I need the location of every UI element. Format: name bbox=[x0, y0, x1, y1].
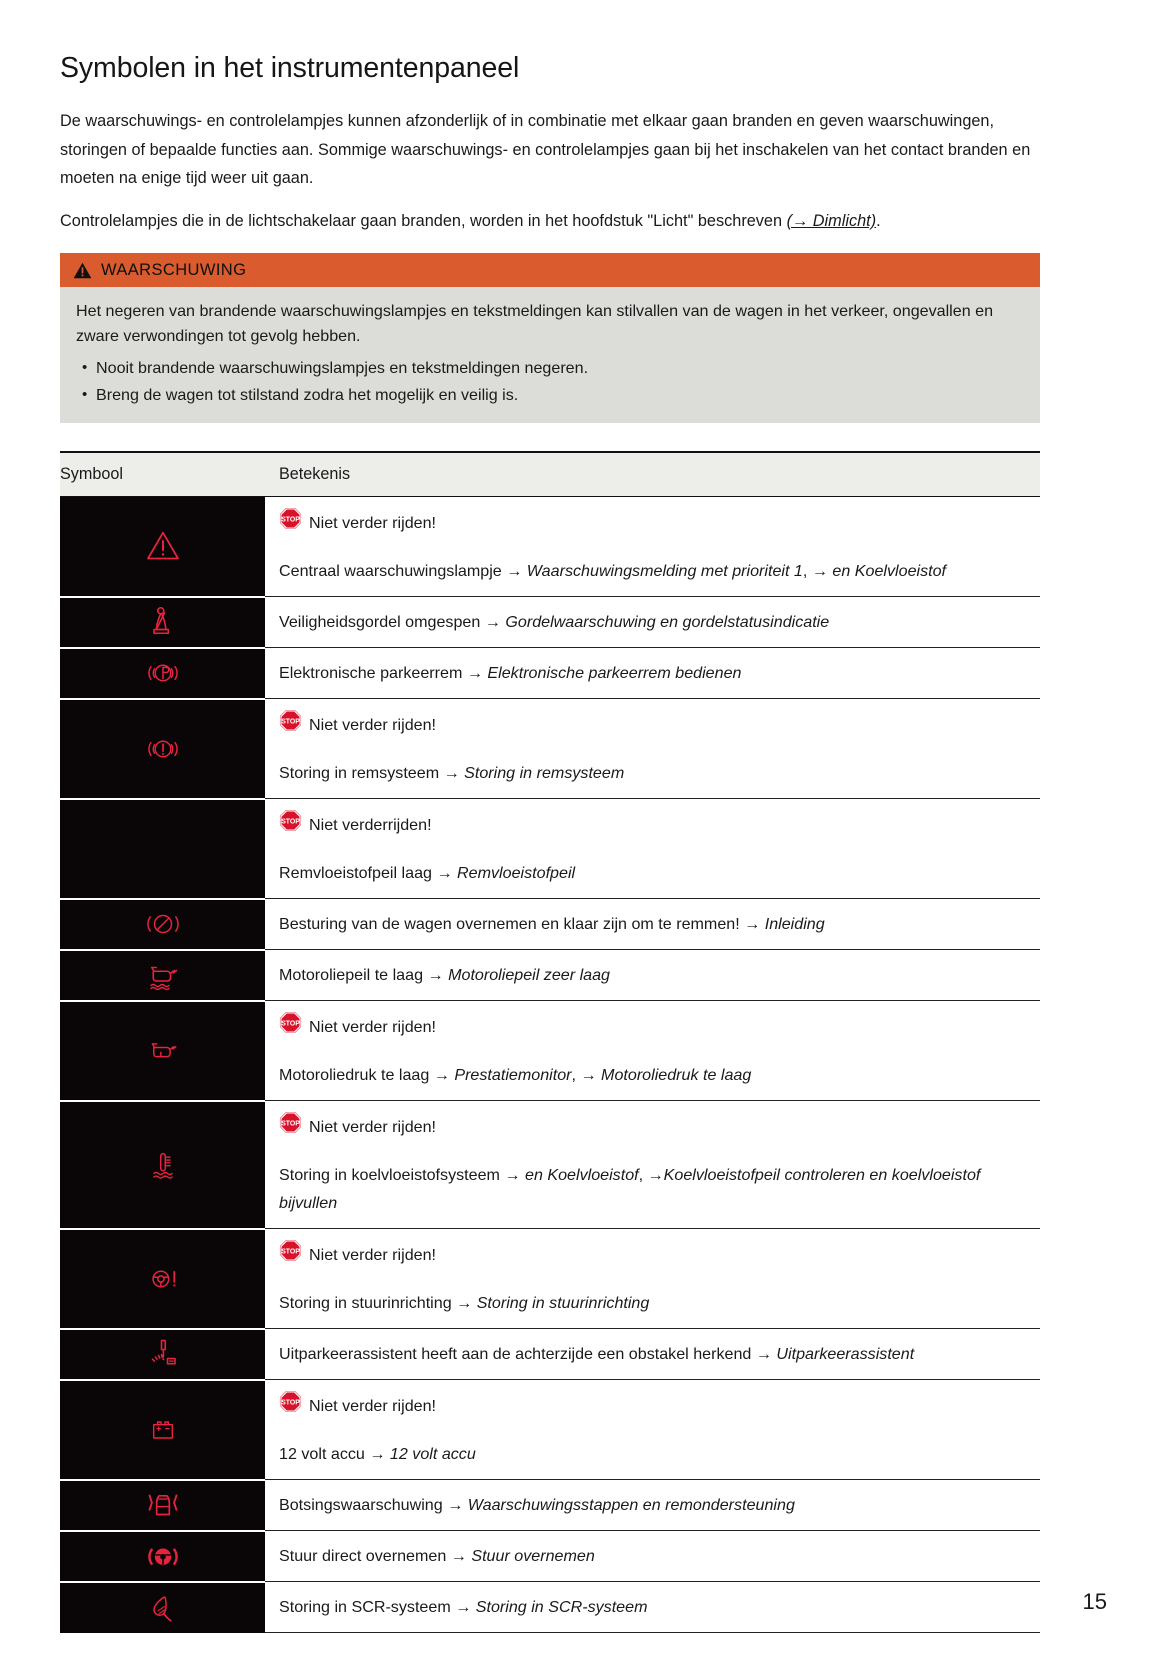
meaning-reference: en Koelvloeistof bbox=[520, 1166, 639, 1184]
cross-reference-dimlicht[interactable]: (→ Dimlicht) bbox=[786, 211, 877, 230]
arrow-glyph: → bbox=[455, 1598, 472, 1616]
meaning-plain: Uitparkeerassistent heeft aan de achterzijde een obstakel herkend bbox=[279, 1345, 756, 1363]
table-row bbox=[60, 699, 1040, 799]
table-row bbox=[60, 597, 1040, 648]
meaning-text bbox=[279, 859, 1034, 887]
symbol-cell bbox=[60, 648, 265, 699]
meaning-plain: Storing in SCR-systeem bbox=[279, 1598, 456, 1616]
symbol-cell bbox=[60, 899, 265, 950]
meaning-cell bbox=[265, 1380, 1040, 1480]
symbol-cell bbox=[60, 799, 265, 899]
meaning-reference: Waarschuwingsmelding met prioriteit 1 bbox=[522, 562, 803, 580]
stop-badge-icon bbox=[279, 1390, 302, 1422]
meaning-text bbox=[279, 1289, 1034, 1317]
meaning-reference: Uitparkeerassistent bbox=[771, 1345, 915, 1363]
meaning-separator: , bbox=[571, 1066, 581, 1084]
meaning-reference: Prestatiemonitor bbox=[449, 1066, 572, 1084]
symbols-table bbox=[60, 451, 1040, 1633]
warning-bullet-list bbox=[76, 355, 1024, 409]
warning-label: WAARSCHUWING bbox=[101, 260, 247, 279]
engine-oil-level-icon bbox=[60, 957, 265, 993]
meaning-text bbox=[279, 909, 1034, 938]
stop-badge-icon bbox=[279, 1239, 302, 1271]
page-number: 15 bbox=[1082, 1589, 1107, 1614]
stop-notice-text: Niet verder rijden! bbox=[309, 1246, 437, 1264]
svg-text:STOP: STOP bbox=[281, 718, 300, 726]
meaning-reference: Motoroliepeil zeer laag bbox=[443, 966, 611, 984]
meaning-cell bbox=[265, 1001, 1040, 1101]
meaning-plain: Storing in koelvloeistofsysteem bbox=[279, 1166, 505, 1184]
stop-notice bbox=[279, 1239, 1034, 1271]
meaning-text bbox=[279, 759, 1034, 787]
arrow-glyph: → bbox=[744, 915, 761, 933]
meaning-reference: en Koelvloeistof bbox=[827, 562, 947, 580]
arrow-glyph: → bbox=[369, 1445, 386, 1463]
arrow-glyph: → bbox=[436, 864, 453, 882]
symbol-cell bbox=[60, 1480, 265, 1531]
symbol-cell bbox=[60, 1380, 265, 1480]
meaning-plain: Remvloeistofpeil laag bbox=[279, 864, 437, 882]
symbol-cell bbox=[60, 699, 265, 799]
meaning-text bbox=[279, 1161, 1034, 1217]
meaning-cell bbox=[265, 1229, 1040, 1329]
meaning-plain: Veiligheidsgordel omgespen bbox=[279, 613, 485, 631]
meaning-separator: , bbox=[802, 562, 812, 580]
table-row bbox=[60, 497, 1040, 597]
table-row bbox=[60, 1380, 1040, 1480]
table-row bbox=[60, 1480, 1040, 1531]
meaning-plain: Motoroliedruk te laag bbox=[279, 1066, 434, 1084]
meaning-cell bbox=[265, 1480, 1040, 1531]
meaning-separator: , bbox=[638, 1166, 648, 1184]
collision-warning-icon bbox=[60, 1486, 265, 1524]
meaning-reference: Koelvloeistofpeil controleren en koelvloeistof bijvullen bbox=[279, 1166, 981, 1212]
warning-bullet-item: • Nooit brandende waarschuwingslampjes en tekstmeldingen negeren. bbox=[76, 355, 1024, 382]
svg-text:STOP: STOP bbox=[281, 516, 300, 524]
electronic-parking-brake-icon bbox=[60, 656, 265, 690]
svg-text:STOP: STOP bbox=[281, 1120, 300, 1128]
stop-notice bbox=[279, 1111, 1034, 1143]
stop-notice-text: Niet verder rijden! bbox=[309, 1118, 437, 1136]
arrow-glyph: → bbox=[456, 1294, 473, 1312]
symbol-cell bbox=[60, 1101, 265, 1229]
table-row bbox=[60, 950, 1040, 1001]
symbol-cell bbox=[60, 1329, 265, 1380]
meaning-cell bbox=[265, 899, 1040, 950]
column-header-meaning: Betekenis bbox=[265, 452, 1040, 497]
meaning-cell bbox=[265, 597, 1040, 648]
take-over-control-icon bbox=[60, 907, 265, 941]
meaning-reference: Waarschuwingsstappen en remondersteuning bbox=[463, 1496, 795, 1514]
arrow-glyph: → bbox=[580, 1066, 597, 1084]
intro-paragraph-2-period: . bbox=[876, 211, 881, 230]
warning-bullet-item: • Breng de wagen tot stilstand zodra het mogelijk en veilig is. bbox=[76, 382, 1024, 409]
stop-notice-text: Niet verder rijden! bbox=[309, 1397, 437, 1415]
meaning-reference: Elektronische parkeerrem bedienen bbox=[482, 664, 742, 682]
stop-notice bbox=[279, 709, 1034, 741]
arrow-glyph: → bbox=[427, 966, 444, 984]
arrow-glyph: → bbox=[811, 562, 828, 580]
meaning-reference: Gordelwaarschuwing en gordelstatusindicatie bbox=[500, 613, 830, 631]
meaning-cell bbox=[265, 699, 1040, 799]
meaning-text bbox=[279, 1061, 1034, 1089]
engine-oil-pressure-icon bbox=[60, 1034, 265, 1068]
table-header-row bbox=[60, 452, 1040, 497]
svg-text:STOP: STOP bbox=[281, 818, 300, 826]
symbol-cell bbox=[60, 1531, 265, 1582]
arrow-glyph: → bbox=[433, 1066, 450, 1084]
table-row bbox=[60, 899, 1040, 950]
meaning-reference: Storing in SCR-systeem bbox=[471, 1598, 648, 1616]
meaning-reference: Stuur overnemen bbox=[466, 1547, 595, 1565]
page-title: Symbolen in het instrumentenpaneel bbox=[60, 52, 520, 84]
arrow-glyph: → bbox=[647, 1166, 664, 1184]
meaning-reference: Remvloeistofpeil bbox=[452, 864, 576, 882]
table-row bbox=[60, 1329, 1040, 1380]
meaning-text bbox=[279, 607, 1034, 636]
meaning-text bbox=[279, 1490, 1034, 1519]
stop-notice-text: Niet verder rijden! bbox=[309, 514, 437, 532]
meaning-cell bbox=[265, 497, 1040, 597]
meaning-text bbox=[279, 658, 1034, 687]
take-over-steering-icon bbox=[60, 1539, 265, 1573]
table-row bbox=[60, 1582, 1040, 1633]
meaning-plain: Besturing van de wagen overnemen en klaar zijn om te remmen! bbox=[279, 915, 745, 933]
seatbelt-icon bbox=[60, 602, 265, 642]
arrow-glyph: → bbox=[506, 562, 523, 580]
svg-text:STOP: STOP bbox=[281, 1020, 300, 1028]
symbol-cell bbox=[60, 597, 265, 648]
warning-box-body bbox=[60, 287, 1040, 423]
meaning-plain: Centraal waarschuwingslampje bbox=[279, 562, 507, 580]
arrow-glyph: → bbox=[443, 764, 460, 782]
table-row bbox=[60, 1531, 1040, 1582]
arrow-glyph: → bbox=[504, 1166, 521, 1184]
symbol-cell bbox=[60, 950, 265, 1001]
meaning-cell bbox=[265, 1531, 1040, 1582]
table-row bbox=[60, 799, 1040, 899]
meaning-cell bbox=[265, 950, 1040, 1001]
coolant-temperature-icon bbox=[60, 1145, 265, 1185]
meaning-text bbox=[279, 1440, 1034, 1468]
warning-triangle-icon bbox=[73, 262, 92, 279]
table-row bbox=[60, 1229, 1040, 1329]
stop-badge-icon bbox=[279, 709, 302, 741]
arrow-glyph: → bbox=[484, 613, 501, 631]
stop-notice-text: Niet verder rijden! bbox=[309, 1018, 437, 1036]
stop-notice-text: Niet verderrijden! bbox=[309, 816, 432, 834]
meaning-reference: 12 volt accu bbox=[385, 1445, 476, 1463]
intro-paragraph-1: De waarschuwings- en controlelampjes kunnen afzonderlijk of in combinatie met elkaar gaan branden en geven waarschuwingen, storingen of bepaalde functies aan. Sommige waarschuwings- en controlelampjes gaan bij het inschakelen van het contact branden en moeten na enige tijd weer uit gaan. bbox=[60, 112, 1031, 187]
arrow-glyph: → bbox=[755, 1345, 772, 1363]
meaning-plain: Stuur direct overnemen bbox=[279, 1547, 451, 1565]
meaning-plain: Storing in stuurinrichting bbox=[279, 1294, 457, 1312]
brake-system-icon bbox=[60, 732, 265, 766]
stop-notice bbox=[279, 1011, 1034, 1043]
meaning-text bbox=[279, 1592, 1034, 1621]
meaning-reference: Inleiding bbox=[760, 915, 825, 933]
meaning-text bbox=[279, 1339, 1034, 1368]
stop-notice bbox=[279, 809, 1034, 841]
meaning-plain: Motoroliepeil te laag bbox=[279, 966, 428, 984]
meaning-cell bbox=[265, 1329, 1040, 1380]
meaning-cell bbox=[265, 799, 1040, 899]
symbol-cell bbox=[60, 1001, 265, 1101]
svg-text:STOP: STOP bbox=[281, 1399, 300, 1407]
meaning-plain: Botsingswaarschuwing bbox=[279, 1496, 448, 1514]
meaning-cell bbox=[265, 1582, 1040, 1633]
symbol-cell bbox=[60, 497, 265, 597]
meaning-cell bbox=[265, 1101, 1040, 1229]
warning-box-header bbox=[60, 253, 1040, 287]
svg-text:STOP: STOP bbox=[281, 1248, 300, 1256]
symbol-cell bbox=[60, 1582, 265, 1633]
meaning-text bbox=[279, 557, 1034, 585]
stop-notice bbox=[279, 1390, 1034, 1422]
column-header-symbol: Symbool bbox=[60, 452, 265, 497]
warning-box bbox=[60, 253, 1040, 423]
arrow-glyph: → bbox=[450, 1547, 467, 1565]
stop-badge-icon bbox=[279, 809, 302, 841]
intro-paragraph-2 bbox=[60, 207, 1053, 236]
warning-triangle-dash-icon bbox=[60, 526, 265, 566]
table-row bbox=[60, 1001, 1040, 1101]
meaning-plain: 12 volt accu bbox=[279, 1445, 370, 1463]
table-row bbox=[60, 1101, 1040, 1229]
meaning-cell bbox=[265, 648, 1040, 699]
scr-system-icon bbox=[60, 1589, 265, 1627]
table-body bbox=[60, 497, 1040, 1633]
meaning-plain: Storing in remsysteem bbox=[279, 764, 444, 782]
meaning-reference: Storing in remsysteem bbox=[459, 764, 625, 782]
stop-badge-icon bbox=[279, 1111, 302, 1143]
stop-badge-icon bbox=[279, 1011, 302, 1043]
stop-notice-text: Niet verder rijden! bbox=[309, 716, 437, 734]
battery-12v-icon bbox=[60, 1414, 265, 1446]
stop-badge-icon bbox=[279, 507, 302, 539]
meaning-text bbox=[279, 1541, 1034, 1570]
arrow-glyph: → bbox=[447, 1496, 464, 1514]
meaning-reference: Storing in stuurinrichting bbox=[472, 1294, 650, 1312]
steering-fault-icon bbox=[60, 1262, 265, 1296]
meaning-text bbox=[279, 960, 1034, 989]
table-row bbox=[60, 648, 1040, 699]
symbol-cell bbox=[60, 1229, 265, 1329]
meaning-plain: Elektronische parkeerrem bbox=[279, 664, 467, 682]
warning-body-text: Het negeren van brandende waarschuwingslampjes en tekstmeldingen kan stilvallen van de wagen in het verkeer, ongevallen en zware verwondingen tot gevolg hebben. bbox=[76, 302, 994, 345]
arrow-glyph: → bbox=[466, 664, 483, 682]
exit-parking-assist-icon bbox=[60, 1335, 265, 1373]
intro-paragraph-2-text: Controlelampjes die in de lichtschakelaar gaan branden, worden in het hoofdstuk "Licht" beschreven bbox=[60, 211, 787, 230]
stop-notice bbox=[279, 507, 1034, 539]
meaning-reference: Motoroliedruk te laag bbox=[596, 1066, 752, 1084]
